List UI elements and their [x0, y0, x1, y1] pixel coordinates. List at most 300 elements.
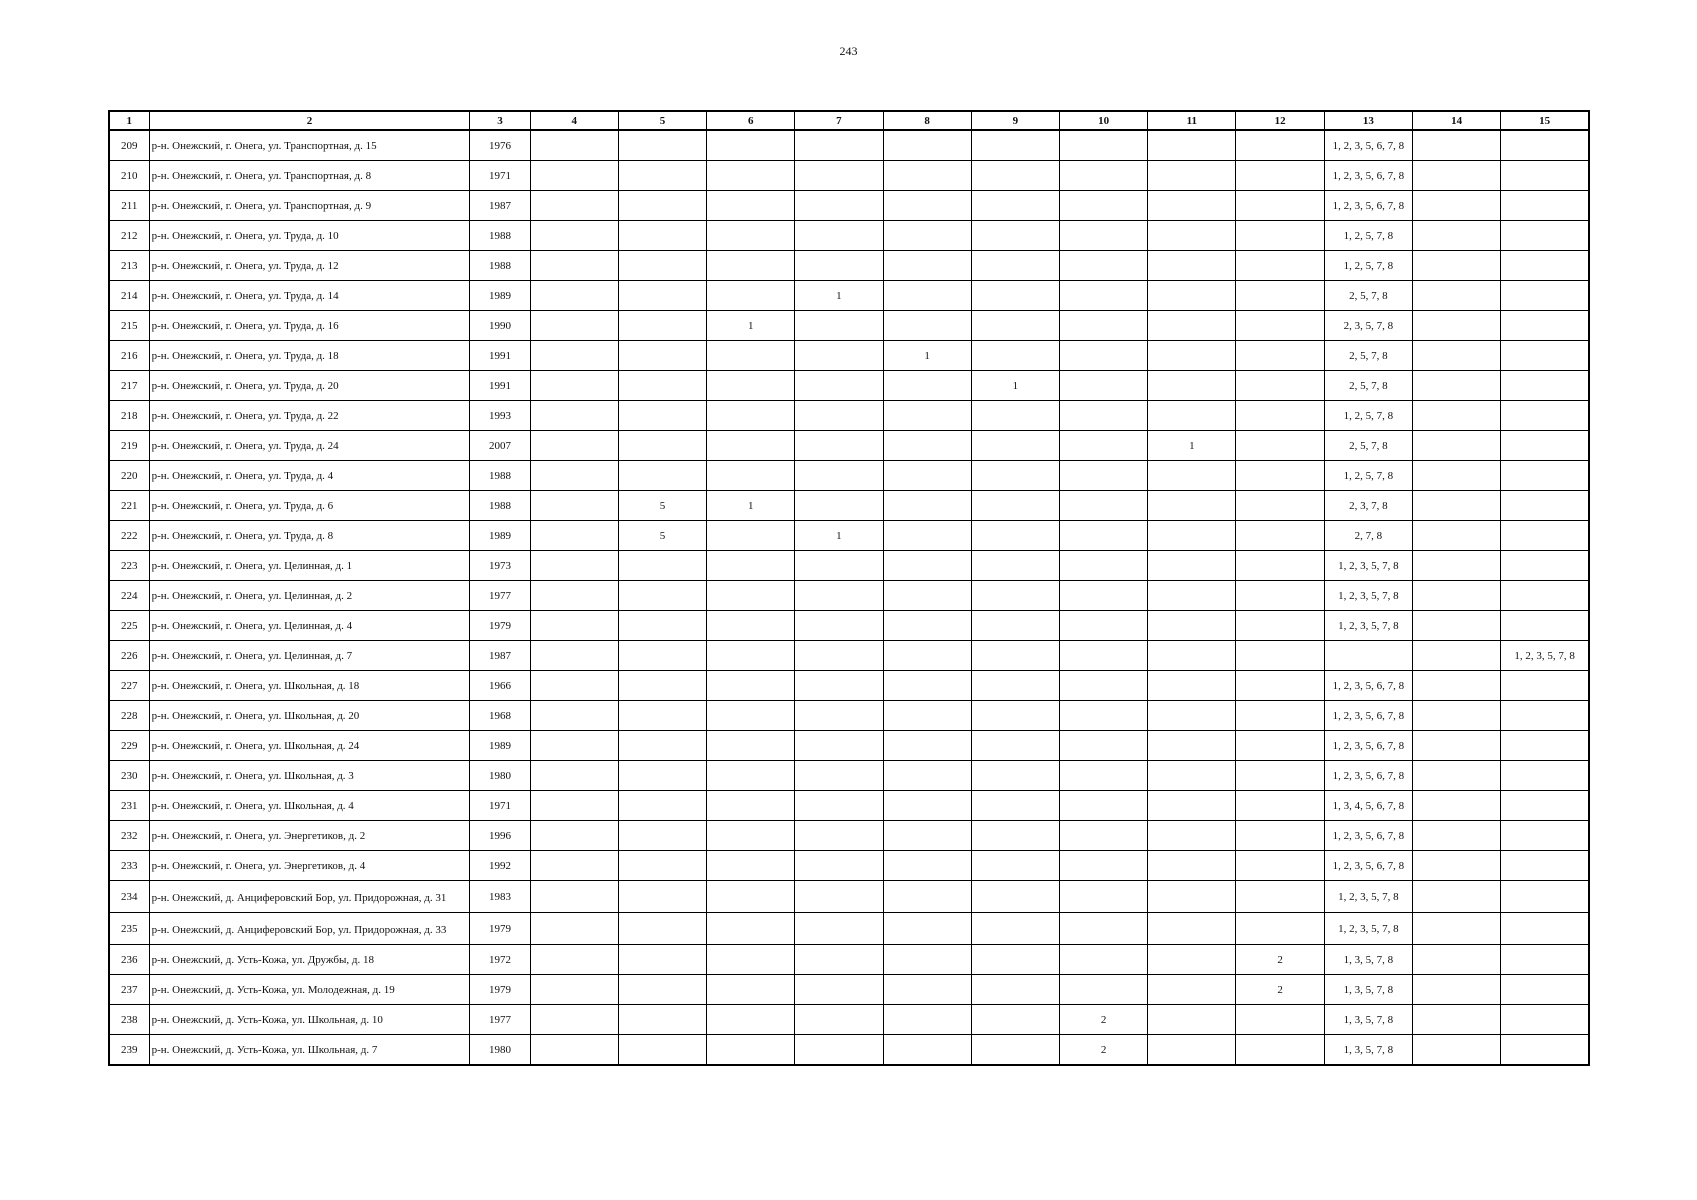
table-cell-col-4	[530, 401, 618, 431]
table-row	[109, 281, 1589, 311]
table-cell-col-3: 1983	[470, 881, 530, 913]
table-cell-col-3: 1991	[470, 341, 530, 371]
table-cell-col-4	[530, 161, 618, 191]
table-cell-col-3: 1979	[470, 913, 530, 945]
table-cell-col-10	[1060, 821, 1148, 851]
table-cell-col-14	[1412, 581, 1500, 611]
table-cell-col-15	[1501, 401, 1589, 431]
table-cell-col-2: р-н. Онежский, г. Онега, ул. Школьная, д. 24	[149, 731, 470, 761]
table-cell-col-1: 209	[109, 130, 149, 161]
table-cell-col-7	[795, 551, 883, 581]
table-cell-col-9	[971, 1035, 1059, 1066]
table-cell-col-6	[707, 1005, 795, 1035]
table-cell-col-14	[1412, 191, 1500, 221]
table-cell-col-10: 2	[1060, 1035, 1148, 1066]
table-cell-col-1: 231	[109, 791, 149, 821]
table-cell-col-13: 1, 3, 4, 5, 6, 7, 8	[1324, 791, 1412, 821]
table-cell-col-11	[1148, 191, 1236, 221]
table-cell-col-11	[1148, 821, 1236, 851]
table-cell-col-14	[1412, 281, 1500, 311]
table-cell-col-4	[530, 431, 618, 461]
table-cell-col-9	[971, 161, 1059, 191]
table-cell-col-1: 232	[109, 821, 149, 851]
table-cell-col-11	[1148, 551, 1236, 581]
table-cell-col-4	[530, 491, 618, 521]
table-cell-col-2: р-н. Онежский, г. Онега, ул. Транспортная, д. 8	[149, 161, 470, 191]
table-cell-col-11	[1148, 581, 1236, 611]
table-cell-col-11	[1148, 221, 1236, 251]
table-cell-col-14	[1412, 491, 1500, 521]
table-cell-col-14	[1412, 821, 1500, 851]
table-cell-col-12	[1236, 641, 1324, 671]
table-cell-col-14	[1412, 341, 1500, 371]
table-cell-col-4	[530, 975, 618, 1005]
table-cell-col-12	[1236, 701, 1324, 731]
table-cell-col-7	[795, 881, 883, 913]
table-cell-col-9	[971, 671, 1059, 701]
table-body	[109, 130, 1589, 1065]
table-cell-col-10	[1060, 461, 1148, 491]
building-registry-table	[108, 110, 1590, 1066]
table-cell-col-2: р-н. Онежский, г. Онега, ул. Энергетиков, д. 2	[149, 821, 470, 851]
table-cell-col-11	[1148, 731, 1236, 761]
table-cell-col-9	[971, 821, 1059, 851]
table-cell-col-12	[1236, 821, 1324, 851]
table-cell-col-5	[618, 761, 706, 791]
table-cell-col-12	[1236, 611, 1324, 641]
table-cell-col-8	[883, 1035, 971, 1066]
table-cell-col-2: р-н. Онежский, д. Усть-Кожа, ул. Школьная, д. 10	[149, 1005, 470, 1035]
table-cell-col-8	[883, 551, 971, 581]
table-row	[109, 130, 1589, 161]
table-cell-col-10	[1060, 161, 1148, 191]
table-cell-col-11	[1148, 791, 1236, 821]
table-cell-col-12	[1236, 731, 1324, 761]
table-cell-col-10	[1060, 641, 1148, 671]
table-cell-col-4	[530, 913, 618, 945]
table-cell-col-5	[618, 130, 706, 161]
table-cell-col-5	[618, 671, 706, 701]
table-cell-col-11	[1148, 251, 1236, 281]
table-cell-col-12	[1236, 221, 1324, 251]
column-header-2: 2	[149, 111, 470, 130]
table-row	[109, 881, 1589, 913]
table-cell-col-14	[1412, 791, 1500, 821]
table-cell-col-5	[618, 161, 706, 191]
table-cell-col-1: 219	[109, 431, 149, 461]
table-cell-col-5	[618, 251, 706, 281]
table-cell-col-3: 1988	[470, 461, 530, 491]
table-cell-col-3: 1980	[470, 761, 530, 791]
table-cell-col-3: 1993	[470, 401, 530, 431]
table-cell-col-6	[707, 401, 795, 431]
table-cell-col-12	[1236, 671, 1324, 701]
table-row	[109, 401, 1589, 431]
table-cell-col-8	[883, 701, 971, 731]
table-cell-col-6	[707, 761, 795, 791]
table-cell-col-6	[707, 161, 795, 191]
table-cell-col-12	[1236, 913, 1324, 945]
table-cell-col-13: 1, 2, 5, 7, 8	[1324, 401, 1412, 431]
table-cell-col-8	[883, 851, 971, 881]
table-cell-col-7	[795, 611, 883, 641]
table-cell-col-1: 238	[109, 1005, 149, 1035]
table-cell-col-10	[1060, 761, 1148, 791]
table-cell-col-7	[795, 311, 883, 341]
table-cell-col-12	[1236, 461, 1324, 491]
table-cell-col-11	[1148, 1035, 1236, 1066]
table-cell-col-1: 222	[109, 521, 149, 551]
table-cell-col-1: 230	[109, 761, 149, 791]
table-cell-col-3: 1992	[470, 851, 530, 881]
table-cell-col-13: 1, 2, 5, 7, 8	[1324, 251, 1412, 281]
table-cell-col-3: 1971	[470, 161, 530, 191]
table-cell-col-15	[1501, 913, 1589, 945]
table-cell-col-9	[971, 521, 1059, 551]
table-cell-col-12	[1236, 851, 1324, 881]
table-row	[109, 821, 1589, 851]
table-row	[109, 551, 1589, 581]
table-cell-col-13: 1, 2, 3, 5, 7, 8	[1324, 581, 1412, 611]
table-cell-col-8	[883, 311, 971, 341]
column-header-4: 4	[530, 111, 618, 130]
page-number: 243	[839, 44, 858, 58]
table-cell-col-1: 212	[109, 221, 149, 251]
table-cell-col-7	[795, 851, 883, 881]
table-cell-col-2: р-н. Онежский, г. Онега, ул. Труда, д. 16	[149, 311, 470, 341]
table-cell-col-12	[1236, 551, 1324, 581]
table-cell-col-1: 213	[109, 251, 149, 281]
table-row	[109, 341, 1589, 371]
table-cell-col-9	[971, 975, 1059, 1005]
table-cell-col-4	[530, 1005, 618, 1035]
table-cell-col-4	[530, 821, 618, 851]
table-cell-col-15	[1501, 281, 1589, 311]
table-cell-col-14	[1412, 401, 1500, 431]
table-cell-col-9	[971, 341, 1059, 371]
table-cell-col-4	[530, 881, 618, 913]
table-cell-col-10	[1060, 401, 1148, 431]
table-cell-col-5	[618, 191, 706, 221]
table-cell-col-1: 237	[109, 975, 149, 1005]
table-row	[109, 251, 1589, 281]
table-row	[109, 191, 1589, 221]
table-cell-col-1: 211	[109, 191, 149, 221]
table-cell-col-9	[971, 731, 1059, 761]
table-cell-col-1: 236	[109, 945, 149, 975]
table-row	[109, 221, 1589, 251]
table-cell-col-2: р-н. Онежский, г. Онега, ул. Труда, д. 6	[149, 491, 470, 521]
table-cell-col-11: 1	[1148, 431, 1236, 461]
table-cell-col-5	[618, 371, 706, 401]
table-cell-col-11	[1148, 761, 1236, 791]
table-cell-col-6	[707, 611, 795, 641]
table-cell-col-2: р-н. Онежский, г. Онега, ул. Труда, д. 18	[149, 341, 470, 371]
table-cell-col-4	[530, 130, 618, 161]
table-cell-col-3: 1991	[470, 371, 530, 401]
table-row	[109, 1035, 1589, 1066]
table-cell-col-5	[618, 431, 706, 461]
table-cell-col-3: 2007	[470, 431, 530, 461]
table-cell-col-6	[707, 671, 795, 701]
table-cell-col-12: 2	[1236, 975, 1324, 1005]
table-cell-col-1: 221	[109, 491, 149, 521]
table-cell-col-8	[883, 431, 971, 461]
table-cell-col-5	[618, 945, 706, 975]
table-cell-col-4	[530, 521, 618, 551]
table-cell-col-7	[795, 221, 883, 251]
table-cell-col-10	[1060, 581, 1148, 611]
table-cell-col-15	[1501, 221, 1589, 251]
table-cell-col-13: 1, 2, 3, 5, 6, 7, 8	[1324, 821, 1412, 851]
table-cell-col-5	[618, 821, 706, 851]
table-cell-col-2: р-н. Онежский, г. Онега, ул. Труда, д. 14	[149, 281, 470, 311]
table-cell-col-4	[530, 551, 618, 581]
table-row	[109, 975, 1589, 1005]
table-row	[109, 161, 1589, 191]
table-cell-col-13: 1, 3, 5, 7, 8	[1324, 945, 1412, 975]
table-cell-col-5	[618, 401, 706, 431]
table-cell-col-10	[1060, 945, 1148, 975]
table-cell-col-1: 234	[109, 881, 149, 913]
table-cell-col-9	[971, 281, 1059, 311]
table-cell-col-15	[1501, 611, 1589, 641]
table-cell-col-2: р-н. Онежский, г. Онега, ул. Целинная, д. 7	[149, 641, 470, 671]
table-cell-col-8	[883, 641, 971, 671]
table-cell-col-14	[1412, 130, 1500, 161]
table-cell-col-9	[971, 251, 1059, 281]
table-row	[109, 371, 1589, 401]
table-cell-col-9	[971, 611, 1059, 641]
table-cell-col-9	[971, 851, 1059, 881]
table-cell-col-8	[883, 821, 971, 851]
table-cell-col-8	[883, 221, 971, 251]
table-cell-col-14	[1412, 641, 1500, 671]
table-cell-col-11	[1148, 521, 1236, 551]
table-cell-col-14	[1412, 731, 1500, 761]
table-cell-col-9	[971, 761, 1059, 791]
table-cell-col-12	[1236, 521, 1324, 551]
table-cell-col-3: 1987	[470, 191, 530, 221]
table-cell-col-11	[1148, 975, 1236, 1005]
table-row	[109, 731, 1589, 761]
table-cell-col-4	[530, 371, 618, 401]
table-cell-col-2: р-н. Онежский, г. Онега, ул. Энергетиков, д. 4	[149, 851, 470, 881]
table-cell-col-9	[971, 913, 1059, 945]
table-cell-col-6	[707, 521, 795, 551]
table-cell-col-6	[707, 913, 795, 945]
table-row	[109, 945, 1589, 975]
table-cell-col-13: 1, 3, 5, 7, 8	[1324, 975, 1412, 1005]
table-cell-col-2: р-н. Онежский, г. Онега, ул. Труда, д. 4	[149, 461, 470, 491]
table-cell-col-2: р-н. Онежский, г. Онега, ул. Труда, д. 12	[149, 251, 470, 281]
column-header-15: 15	[1501, 111, 1589, 130]
table-cell-col-9	[971, 791, 1059, 821]
table-cell-col-6	[707, 551, 795, 581]
table-cell-col-8	[883, 130, 971, 161]
table-cell-col-15	[1501, 551, 1589, 581]
table-cell-col-1: 235	[109, 913, 149, 945]
table-cell-col-7	[795, 1035, 883, 1066]
table-cell-col-15	[1501, 130, 1589, 161]
table-cell-col-15	[1501, 761, 1589, 791]
table-cell-col-4	[530, 341, 618, 371]
table-cell-col-9	[971, 945, 1059, 975]
table-cell-col-15	[1501, 311, 1589, 341]
table-cell-col-15	[1501, 791, 1589, 821]
table-cell-col-6	[707, 731, 795, 761]
table-cell-col-11	[1148, 1005, 1236, 1035]
table-cell-col-4	[530, 281, 618, 311]
table-cell-col-2: р-н. Онежский, д. Анциферовский Бор, ул. Придорожная, д. 33	[149, 913, 470, 945]
table-cell-col-13: 1, 2, 3, 5, 6, 7, 8	[1324, 761, 1412, 791]
table-cell-col-13: 2, 3, 7, 8	[1324, 491, 1412, 521]
table-cell-col-5	[618, 551, 706, 581]
table-cell-col-2: р-н. Онежский, г. Онега, ул. Труда, д. 24	[149, 431, 470, 461]
table-cell-col-10	[1060, 701, 1148, 731]
table-cell-col-6	[707, 341, 795, 371]
table-cell-col-13: 1, 2, 3, 5, 6, 7, 8	[1324, 130, 1412, 161]
table-cell-col-6	[707, 581, 795, 611]
table-cell-col-10	[1060, 671, 1148, 701]
table-cell-col-6	[707, 431, 795, 461]
table-cell-col-8: 1	[883, 341, 971, 371]
table-cell-col-12	[1236, 191, 1324, 221]
table-cell-col-1: 223	[109, 551, 149, 581]
table-cell-col-4	[530, 945, 618, 975]
column-header-9: 9	[971, 111, 1059, 130]
table-cell-col-15	[1501, 191, 1589, 221]
table-cell-col-4	[530, 191, 618, 221]
table-cell-col-10	[1060, 791, 1148, 821]
table-cell-col-4	[530, 611, 618, 641]
table-cell-col-3: 1988	[470, 491, 530, 521]
table-cell-col-7	[795, 371, 883, 401]
table-cell-col-3: 1989	[470, 521, 530, 551]
table-cell-col-13: 1, 2, 5, 7, 8	[1324, 461, 1412, 491]
table-cell-col-13: 1, 2, 3, 5, 6, 7, 8	[1324, 731, 1412, 761]
table-cell-col-15	[1501, 521, 1589, 551]
table-cell-col-9	[971, 311, 1059, 341]
table-cell-col-1: 215	[109, 311, 149, 341]
table-cell-col-1: 224	[109, 581, 149, 611]
table-cell-col-12	[1236, 341, 1324, 371]
table-cell-col-14	[1412, 1035, 1500, 1066]
table-cell-col-11	[1148, 130, 1236, 161]
table-cell-col-4	[530, 251, 618, 281]
column-header-6: 6	[707, 111, 795, 130]
table-cell-col-3: 1971	[470, 791, 530, 821]
table-cell-col-9	[971, 701, 1059, 731]
table-cell-col-15	[1501, 431, 1589, 461]
table-cell-col-2: р-н. Онежский, г. Онега, ул. Школьная, д. 20	[149, 701, 470, 731]
table-cell-col-14	[1412, 251, 1500, 281]
table-cell-col-14	[1412, 851, 1500, 881]
table-cell-col-4	[530, 221, 618, 251]
table-row	[109, 701, 1589, 731]
table-cell-col-4	[530, 671, 618, 701]
table-cell-col-7	[795, 761, 883, 791]
table-cell-col-6	[707, 191, 795, 221]
column-header-5: 5	[618, 111, 706, 130]
table-cell-col-1: 225	[109, 611, 149, 641]
table-cell-col-6	[707, 791, 795, 821]
table-cell-col-4	[530, 851, 618, 881]
table-cell-col-10	[1060, 431, 1148, 461]
table-cell-col-14	[1412, 1005, 1500, 1035]
table-cell-col-14	[1412, 551, 1500, 581]
table-cell-col-2: р-н. Онежский, д. Усть-Кожа, ул. Дружбы, д. 18	[149, 945, 470, 975]
table-cell-col-4	[530, 761, 618, 791]
table-cell-col-8	[883, 945, 971, 975]
table-cell-col-15	[1501, 461, 1589, 491]
table-cell-col-9	[971, 221, 1059, 251]
table-cell-col-12	[1236, 161, 1324, 191]
table-cell-col-12	[1236, 581, 1324, 611]
table-cell-col-3: 1973	[470, 551, 530, 581]
table-cell-col-5	[618, 281, 706, 311]
table-cell-col-10	[1060, 913, 1148, 945]
table-cell-col-8	[883, 191, 971, 221]
table-cell-col-7	[795, 491, 883, 521]
table-cell-col-1: 210	[109, 161, 149, 191]
column-header-7: 7	[795, 111, 883, 130]
table-cell-col-8	[883, 913, 971, 945]
table-cell-col-12	[1236, 371, 1324, 401]
table-cell-col-8	[883, 731, 971, 761]
table-cell-col-4	[530, 1035, 618, 1066]
table-cell-col-5	[618, 913, 706, 945]
table-cell-col-4	[530, 731, 618, 761]
table-cell-col-14	[1412, 881, 1500, 913]
table-cell-col-1: 220	[109, 461, 149, 491]
table-cell-col-9	[971, 551, 1059, 581]
table-cell-col-11	[1148, 881, 1236, 913]
table-cell-col-15	[1501, 945, 1589, 975]
table-cell-col-12	[1236, 881, 1324, 913]
table-cell-col-5	[618, 311, 706, 341]
table-cell-col-3: 1977	[470, 581, 530, 611]
table-cell-col-15	[1501, 491, 1589, 521]
table-cell-col-8	[883, 371, 971, 401]
table-cell-col-10	[1060, 251, 1148, 281]
table-cell-col-11	[1148, 611, 1236, 641]
table-cell-col-5	[618, 1005, 706, 1035]
table-cell-col-10	[1060, 611, 1148, 641]
table-cell-col-8	[883, 251, 971, 281]
table-cell-col-8	[883, 761, 971, 791]
column-header-11: 11	[1148, 111, 1236, 130]
table-cell-col-3: 1980	[470, 1035, 530, 1066]
table-cell-col-13: 1, 2, 5, 7, 8	[1324, 221, 1412, 251]
table-cell-col-9	[971, 130, 1059, 161]
table-cell-col-10	[1060, 311, 1148, 341]
table-cell-col-6: 1	[707, 491, 795, 521]
table-cell-col-14	[1412, 611, 1500, 641]
table-cell-col-2: р-н. Онежский, г. Онега, ул. Целинная, д. 2	[149, 581, 470, 611]
table-cell-col-4	[530, 791, 618, 821]
table-cell-col-7	[795, 791, 883, 821]
table-cell-col-11	[1148, 311, 1236, 341]
table-cell-col-13: 1, 2, 3, 5, 7, 8	[1324, 913, 1412, 945]
table-cell-col-4	[530, 581, 618, 611]
table-cell-col-14	[1412, 311, 1500, 341]
table-cell-col-2: р-н. Онежский, г. Онега, ул. Школьная, д. 18	[149, 671, 470, 701]
column-header-12: 12	[1236, 111, 1324, 130]
table-cell-col-10	[1060, 851, 1148, 881]
table-row	[109, 581, 1589, 611]
table-cell-col-10	[1060, 130, 1148, 161]
